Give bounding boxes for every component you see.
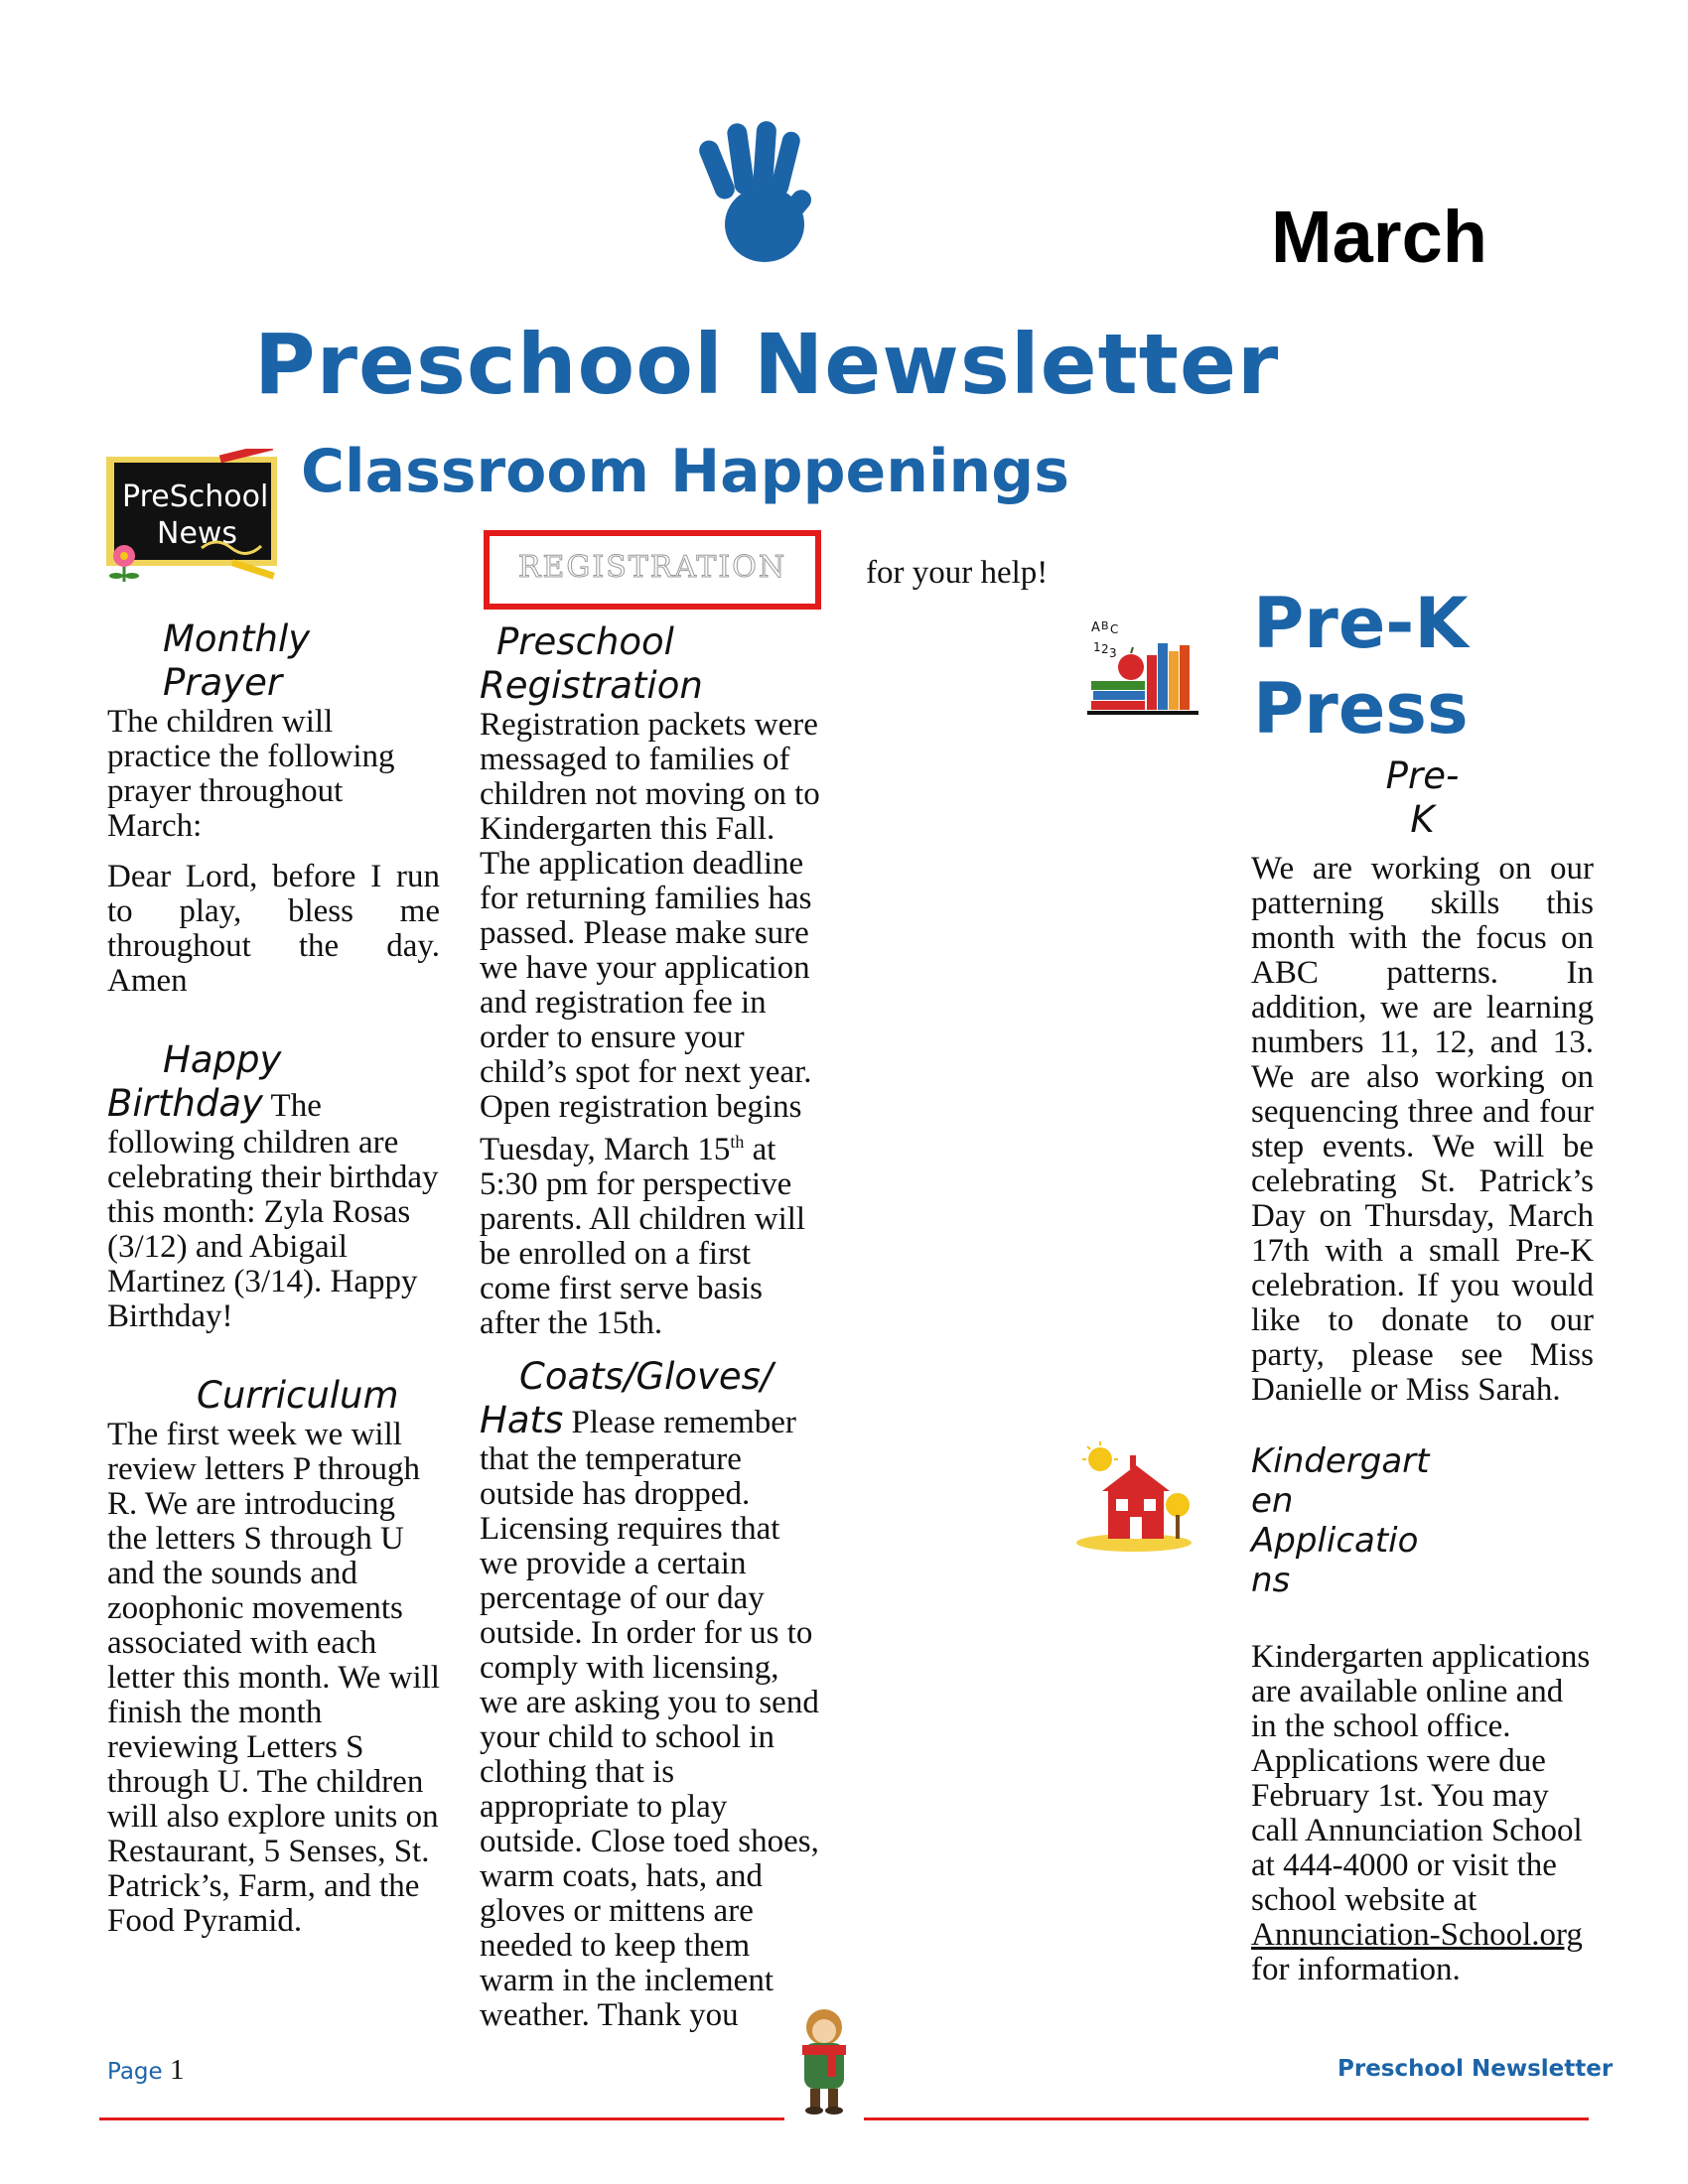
birthday-text: The following children are celebrating their birthday this month: Zyla Rosas (3/12) and Abigail Martinez (3/14). Happy Birthday! [107, 1088, 439, 1334]
handprint-icon [695, 117, 819, 271]
prayer-intro: The children will practice the following prayer throughout March: [107, 704, 395, 844]
birthday-heading-line2: Birthday [107, 1082, 263, 1125]
month-label: March [1271, 196, 1487, 278]
coats-heading-line2: Hats [480, 1399, 564, 1441]
kindergarten-text: Kindergarten applications are available online and in the school office. Applications were due February 1st. You may call Annunciation School at 444-4000 or visit the school website at [1251, 1639, 1591, 1918]
logo-text-line1: PreSchool [122, 479, 269, 514]
svg-text:1: 1 [1093, 640, 1101, 654]
page-label: Page 1 [107, 2054, 185, 2086]
page-number: 1 [170, 2054, 185, 2086]
coats-section [480, 1355, 822, 2033]
coats-text: Please remember that the temperature outside has dropped. Licensing requires that we provide a certain percentage of our day outside. In order for us to comply with licensing, we are asking you to send your child to school in clothing that is appropriate to play outside. Close toed shoes, warm coats, hats, and gloves or mittens are needed to keep them warm in the inclement weather. Thank you [480, 1405, 819, 2033]
schoolhouse-icon [1074, 1439, 1194, 1554]
help-text: for your help! [866, 555, 1049, 591]
coats-heading: Coats/Gloves/ [519, 1355, 774, 1398]
column-left [107, 617, 440, 1939]
registration-banner-text: REGISTRATION [517, 550, 787, 585]
preschool-news-logo [102, 449, 281, 586]
footer-rule-left [99, 2117, 784, 2120]
registration-banner [484, 530, 821, 610]
registration-text: Registration packets were messaged to families of children not moving on to Kindergarten this Fall. The application deadline for returning families has passed. Please make sure we have your application and registration fee in order to ensure your child’s spot for next year. Open registration begins Tuesday, March 15th at 5:30 pm for perspective parents. All children will be enrolled on a first come first serve basis after the 15th. [480, 707, 820, 1341]
curriculum-heading: Curriculum [197, 1374, 399, 1417]
prek-heading: Pre- K [1385, 754, 1460, 841]
column-right [1251, 754, 1594, 1408]
kindergarten-heading: Kindergart en Applicatio ns [1251, 1441, 1430, 1600]
prek-press-title [1253, 581, 1469, 751]
school-website-link[interactable]: Annunciation-School.org [1251, 1917, 1583, 1953]
prayer-heading: Monthly Prayer [163, 617, 311, 704]
prek-press-title-line1: Pre-K [1253, 583, 1469, 664]
svg-text:3: 3 [1109, 646, 1117, 660]
footer-title: Preschool Newsletter [1337, 2056, 1614, 2082]
svg-text:B: B [1101, 619, 1109, 632]
svg-text:2: 2 [1101, 642, 1109, 656]
svg-text:C: C [1110, 622, 1119, 636]
books-icon [1087, 615, 1204, 721]
footer-rule-right [864, 2117, 1589, 2120]
logo-text-line2: News [157, 516, 238, 551]
registration-heading-line2: Registration [480, 664, 703, 707]
prek-press-title-line2: Press [1253, 668, 1469, 750]
prek-text: We are working on our patterning skills this month with the focus on ABC patterns. In addition, we are learning numbers 11, 12, and 13. We are also working on sequencing three and four step events. We will be celebrating St. Patrick’s Day on Thursday, March 17th with a small Pre-K celebration. If you would like to donate to our party, please see Miss Danielle or Miss Sarah. [1251, 851, 1594, 1408]
curriculum-text: The first week we will review letters P through R. We are introducing the letters S through U and the sounds and zoophonic movements associated with each letter this month. We will finish the month reviewing Letters S through U. The children will also explore units on Restaurant, 5 Senses, St. Patrick’s, Farm, and the Food Pyramid. [107, 1417, 440, 1939]
kindergarten-section [1251, 1441, 1594, 1987]
section-title: Classroom Happenings [301, 437, 1069, 506]
newsletter-title: Preschool Newsletter [254, 316, 1280, 413]
prayer-text: Dear Lord, before I run to play, bless me throughout the day. Amen [107, 859, 440, 999]
winter-child-icon [784, 2005, 864, 2116]
svg-text:A: A [1091, 620, 1100, 635]
birthday-section [107, 1038, 440, 1334]
column-middle [480, 620, 822, 2033]
birthday-heading: Happy [163, 1038, 282, 1081]
kindergarten-tail: for information. [1251, 1952, 1461, 1987]
registration-heading-line1: Preschool [496, 620, 674, 663]
